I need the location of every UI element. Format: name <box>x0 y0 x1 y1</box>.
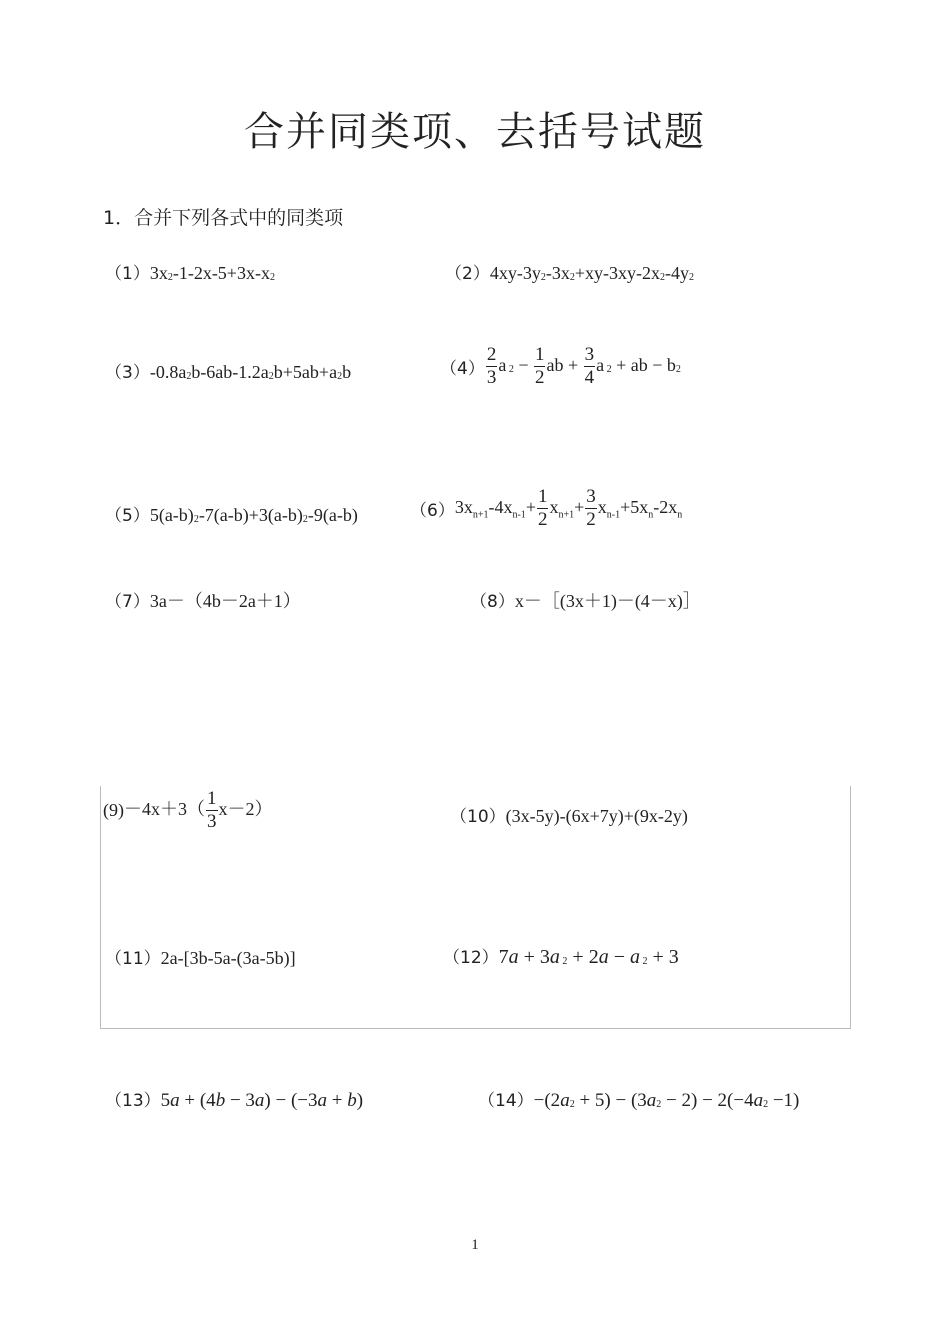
problem-label: (9) <box>103 800 124 820</box>
problem-label: （13） <box>105 1091 161 1111</box>
problem-expression: 2a-[3b-5a-(3a-5b)] <box>160 948 296 968</box>
problem-label: （14） <box>478 1091 534 1111</box>
problem-expression: x－［(3x＋1)－(4－x)］ <box>514 591 701 611</box>
problem-expression: $4xy-3y^2-3x^2+xy-3xy-2x^2-4y^2$ <box>489 263 694 283</box>
problem-8 <box>470 587 701 613</box>
page-title: 合并同类项、去括号试题 <box>244 109 706 155</box>
problem-label: （7） <box>105 592 150 612</box>
problem-expression: 7a + 3a $^2$ + 2a − a $^2$ + 3 <box>498 946 679 968</box>
problem-1 <box>105 259 275 284</box>
problem-14 <box>478 1086 799 1112</box>
problem-expression: 5a + (4b − 3a) − (−3a + b) <box>160 1090 364 1111</box>
problem-label: （5） <box>105 506 150 526</box>
problem-label: （1） <box>105 264 150 284</box>
problem-13 <box>105 1086 363 1112</box>
page-number: 1 <box>471 1237 479 1253</box>
problem-label: （10） <box>450 807 506 827</box>
problem-expression: $5(a-b)^2-7(a-b)+3(a-b)^2-9(a-b)$ <box>149 505 358 525</box>
problem-12 <box>443 943 679 969</box>
problem-7 <box>105 587 301 613</box>
problem-expression: $\frac{2}{3}$ a $^2$ − $\frac{1}{2}$ ab + $\frac{3}{4}$ a $^2$ + ab − $b^2$ <box>486 344 681 388</box>
problem-expression: －4x＋3（ $\frac{1}{3}$ x－2） <box>124 788 273 832</box>
problem-label: （11） <box>105 949 161 969</box>
problem-2 <box>445 259 694 284</box>
problem-expression: 3a－（4b－2a＋1） <box>149 591 301 611</box>
problem-9 <box>103 788 273 833</box>
problem-label: （3） <box>105 363 150 383</box>
problem-label: （12） <box>443 948 499 968</box>
problem-10 <box>450 802 688 827</box>
problem-expression: $-0.8a^2b-6ab-1.2a^2b+5ab+a^2b$ <box>149 362 352 382</box>
section-heading: 1．合并下列各式中的同类项 <box>103 207 344 229</box>
problem-label: （2） <box>445 264 490 284</box>
problem-label: （8） <box>470 592 515 612</box>
problem-expression: (3x-5y)-(6x+7y)+(9x-2y) <box>505 806 688 826</box>
problem-expression: $3x^2-1-2x-5+3x-x^2$ <box>149 263 275 283</box>
problem-expression: $-(2a^2 + 5) - (3a^2 - 2) - 2(-4a^2 -1)$ <box>533 1090 800 1111</box>
problem-5 <box>105 501 358 526</box>
problem-expression: $3x_{n+1}-4x_{n-1}+$ $\frac{1}{2}$ $x_{n+1}+$ $\frac{3}{2}$ $x_{n-1}+5x_n-2x_n$ <box>454 486 683 530</box>
problem-label: （6） <box>410 501 455 521</box>
problem-3 <box>105 358 351 383</box>
problem-label: （4） <box>440 359 485 379</box>
problem-6 <box>410 486 682 531</box>
problem-11 <box>105 944 296 969</box>
problem-4 <box>440 344 681 389</box>
